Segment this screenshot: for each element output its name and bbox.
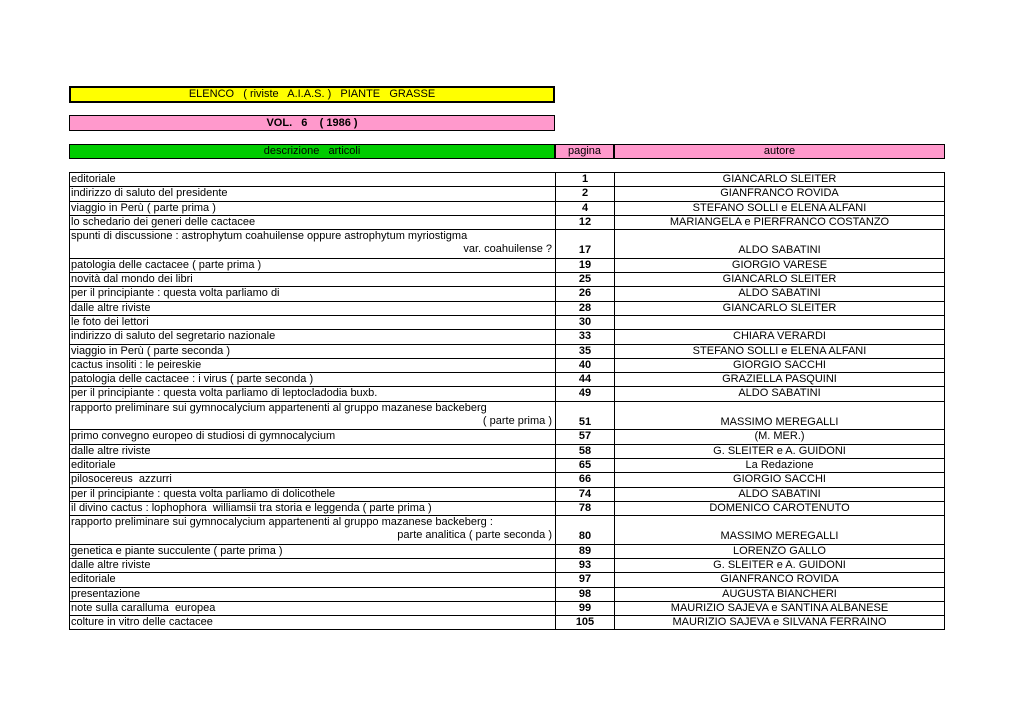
article-description	[70, 302, 556, 315]
article-author: GIANCARLO SLEITER	[722, 173, 837, 185]
article-author: MASSIMO MEREGALLI	[720, 530, 839, 543]
article-description	[70, 316, 556, 329]
article-page: 78	[556, 502, 615, 515]
header-description-label: descrizione articoli	[263, 145, 361, 157]
table-row	[69, 172, 945, 186]
article-author: La Redazione	[745, 458, 814, 471]
article-description	[70, 187, 556, 200]
article-description	[70, 402, 556, 430]
table-row	[69, 372, 945, 386]
article-page: 19	[556, 259, 615, 272]
table-row	[69, 201, 945, 215]
header-description	[69, 144, 555, 159]
article-description-line: editoriale	[71, 458, 116, 471]
article-description-line: cactus insoliti : le peireskie	[71, 358, 202, 371]
article-page: 26	[556, 287, 615, 300]
article-description	[70, 273, 556, 286]
article-page: 97	[556, 573, 615, 586]
article-author: GIANCARLO SLEITER	[722, 273, 837, 286]
article-page: 28	[556, 302, 615, 315]
article-description-line: colture in vitro delle cactacee	[71, 616, 213, 629]
article-description-line: patologia delle cactacee : i virus ( parte seconda )	[71, 373, 314, 386]
article-description-line: lo schedario dei generi delle cactacee	[71, 215, 256, 228]
article-description-line: indirizzo di saluto del presidente	[71, 187, 228, 200]
table-row	[69, 315, 945, 329]
article-page: 74	[556, 488, 615, 501]
article-page: 93	[556, 559, 615, 572]
article-description	[70, 473, 556, 486]
article-description-line: novità dal mondo dei libri	[71, 273, 193, 286]
article-author: STEFANO SOLLI e ELENA ALFANI	[692, 344, 867, 357]
header-author-label: autore	[763, 145, 796, 157]
article-description	[70, 230, 556, 258]
article-author: MARIANGELA e PIERFRANCO COSTANZO	[669, 215, 890, 228]
article-description-continuation: ( parte prima )	[482, 414, 552, 427]
article-description	[70, 359, 556, 372]
article-description-line: primo convegno europeo di studiosi di gymnocalycium	[71, 430, 336, 443]
article-description-line: le foto dei lettori	[71, 315, 149, 328]
article-description	[70, 202, 556, 215]
table-row	[69, 429, 945, 443]
article-description	[70, 559, 556, 572]
article-description	[70, 616, 556, 628]
article-page: 30	[556, 316, 615, 329]
header-page	[555, 144, 614, 159]
article-description	[70, 516, 556, 544]
table-row	[69, 444, 945, 458]
article-page: 89	[556, 545, 615, 558]
article-description-line: genetica e piante succulente ( parte prima )	[71, 544, 283, 557]
article-author: GIANFRANCO ROVIDA	[720, 187, 839, 200]
table-row	[69, 286, 945, 300]
article-page: 4	[556, 202, 615, 215]
article-description-line: per il principiante : questa volta parliamo di	[71, 287, 280, 300]
article-page: 12	[556, 216, 615, 229]
article-author: GIANFRANCO ROVIDA	[720, 573, 839, 586]
article-author: GIANCARLO SLEITER	[722, 301, 837, 314]
article-description-line: dalle altre riviste	[71, 444, 151, 457]
article-author: AUGUSTA BIANCHERI	[722, 587, 837, 600]
table-row	[69, 558, 945, 572]
table-row	[69, 215, 945, 229]
article-description-line: il divino cactus : lophophora williamsii tra storia e leggenda ( parte prima )	[71, 501, 432, 514]
article-description-line: dalle altre riviste	[71, 301, 151, 314]
article-author: (M. MER.)	[754, 430, 805, 443]
article-description-continuation: parte analitica ( parte seconda )	[397, 529, 552, 542]
article-page: 40	[556, 359, 615, 372]
table-row	[69, 301, 945, 315]
article-author: STEFANO SOLLI e ELENA ALFANI	[692, 201, 867, 214]
article-description-line: editoriale	[71, 173, 116, 185]
table-row	[69, 572, 945, 586]
article-description	[70, 488, 556, 501]
article-description	[70, 445, 556, 458]
article-description	[70, 330, 556, 343]
title-text: ELENCO ( riviste A.I.A.S. ) PIANTE GRASSE	[188, 88, 436, 100]
table-row	[69, 544, 945, 558]
table-row	[69, 329, 945, 343]
article-description	[70, 588, 556, 601]
table-row	[69, 501, 945, 515]
article-page: 66	[556, 473, 615, 486]
article-description-line: per il principiante : questa volta parliamo di leptocladodia buxb.	[71, 387, 378, 400]
article-page: 33	[556, 330, 615, 343]
article-description-line: rapporto preliminare sui gymnocalycium appartenenti al gruppo mazanese backeberg	[71, 401, 487, 414]
article-author: G. SLEITER e A. GUIDONI	[713, 559, 846, 572]
table-row	[69, 344, 945, 358]
article-page: 65	[556, 459, 615, 472]
article-author: G. SLEITER e A. GUIDONI	[713, 444, 846, 457]
table-row	[69, 601, 945, 615]
article-page: 105	[556, 616, 615, 628]
table-row	[69, 487, 945, 501]
article-author: GRAZIELLA PASQUINI	[722, 373, 837, 386]
table-row	[69, 458, 945, 472]
article-author: GIORGIO SACCHI	[733, 358, 826, 371]
article-page: 2	[556, 187, 615, 200]
article-author: MAURIZIO SAJEVA e SILVANA FERRAINO	[672, 616, 887, 629]
article-description	[70, 259, 556, 272]
table-row	[69, 587, 945, 601]
table-row	[69, 515, 945, 544]
article-page: 98	[556, 588, 615, 601]
article-description-line: editoriale	[71, 573, 116, 586]
article-description-line: presentazione	[71, 587, 141, 600]
article-page: 1	[556, 173, 615, 186]
article-description	[70, 459, 556, 472]
article-description-line: rapporto preliminare sui gymnocalycium appartenenti al gruppo mazanese backeberg :	[71, 516, 493, 529]
article-page: 44	[556, 373, 615, 386]
table-row	[69, 358, 945, 372]
article-description-line: spunti di discussione : astrophytum coahuilense oppure astrophytum myriostigma	[71, 230, 468, 243]
article-author: CHIARA VERARDI	[733, 330, 826, 343]
table-row	[69, 386, 945, 400]
article-description	[70, 287, 556, 300]
article-page: 99	[556, 602, 615, 615]
article-description	[70, 430, 556, 443]
title-banner	[69, 86, 555, 103]
article-description-line: pilosocereus azzurri	[71, 473, 172, 486]
article-page: 58	[556, 445, 615, 458]
article-author: ALDO SABATINI	[738, 487, 821, 500]
article-page: 35	[556, 345, 615, 358]
articles-table	[69, 172, 945, 630]
volume-banner	[69, 115, 555, 131]
article-description-line: viaggio in Perù ( parte seconda )	[71, 344, 230, 357]
article-description-continuation: var. coahuilense ?	[463, 243, 552, 256]
article-author: GIORGIO SACCHI	[733, 473, 826, 486]
article-description	[70, 602, 556, 615]
table-row	[69, 258, 945, 272]
article-description	[70, 387, 556, 400]
header-author	[614, 144, 945, 159]
article-description	[70, 502, 556, 515]
article-description-line: patologia delle cactacee ( parte prima )	[71, 258, 262, 271]
table-row	[69, 615, 945, 629]
article-description-line: per il principiante : questa volta parliamo di dolicothele	[71, 487, 336, 500]
article-page: 17	[556, 230, 615, 258]
article-description	[70, 345, 556, 358]
article-author: MAURIZIO SAJEVA e SANTINA ALBANESE	[670, 601, 889, 614]
article-page: 57	[556, 430, 615, 443]
header-page-label: pagina	[567, 145, 602, 157]
table-row	[69, 186, 945, 200]
article-author: LORENZO GALLO	[733, 544, 826, 557]
article-description	[70, 545, 556, 558]
article-author: ALDO SABATINI	[738, 244, 821, 257]
article-description-line: viaggio in Perù ( parte prima )	[71, 201, 216, 214]
article-description	[70, 173, 556, 186]
article-description-line: dalle altre riviste	[71, 559, 151, 572]
article-page: 49	[556, 387, 615, 400]
article-author: ALDO SABATINI	[738, 287, 821, 300]
table-row	[69, 401, 945, 430]
article-author: MASSIMO MEREGALLI	[720, 416, 839, 429]
article-page: 80	[556, 516, 615, 544]
article-description	[70, 373, 556, 386]
article-author: DOMENICO CAROTENUTO	[709, 501, 850, 514]
table-row	[69, 229, 945, 258]
volume-text: VOL. 6 ( 1986 )	[266, 117, 358, 129]
table-row	[69, 272, 945, 286]
article-description	[70, 216, 556, 229]
article-author	[615, 316, 944, 329]
article-author: GIORGIO VARESE	[731, 258, 828, 271]
article-description	[70, 573, 556, 586]
article-description-line: note sulla caralluma europea	[71, 601, 216, 614]
article-page: 51	[556, 402, 615, 430]
article-page: 25	[556, 273, 615, 286]
article-description-line: indirizzo di saluto del segretario nazionale	[71, 330, 276, 343]
table-row	[69, 472, 945, 486]
article-author: ALDO SABATINI	[738, 387, 821, 400]
